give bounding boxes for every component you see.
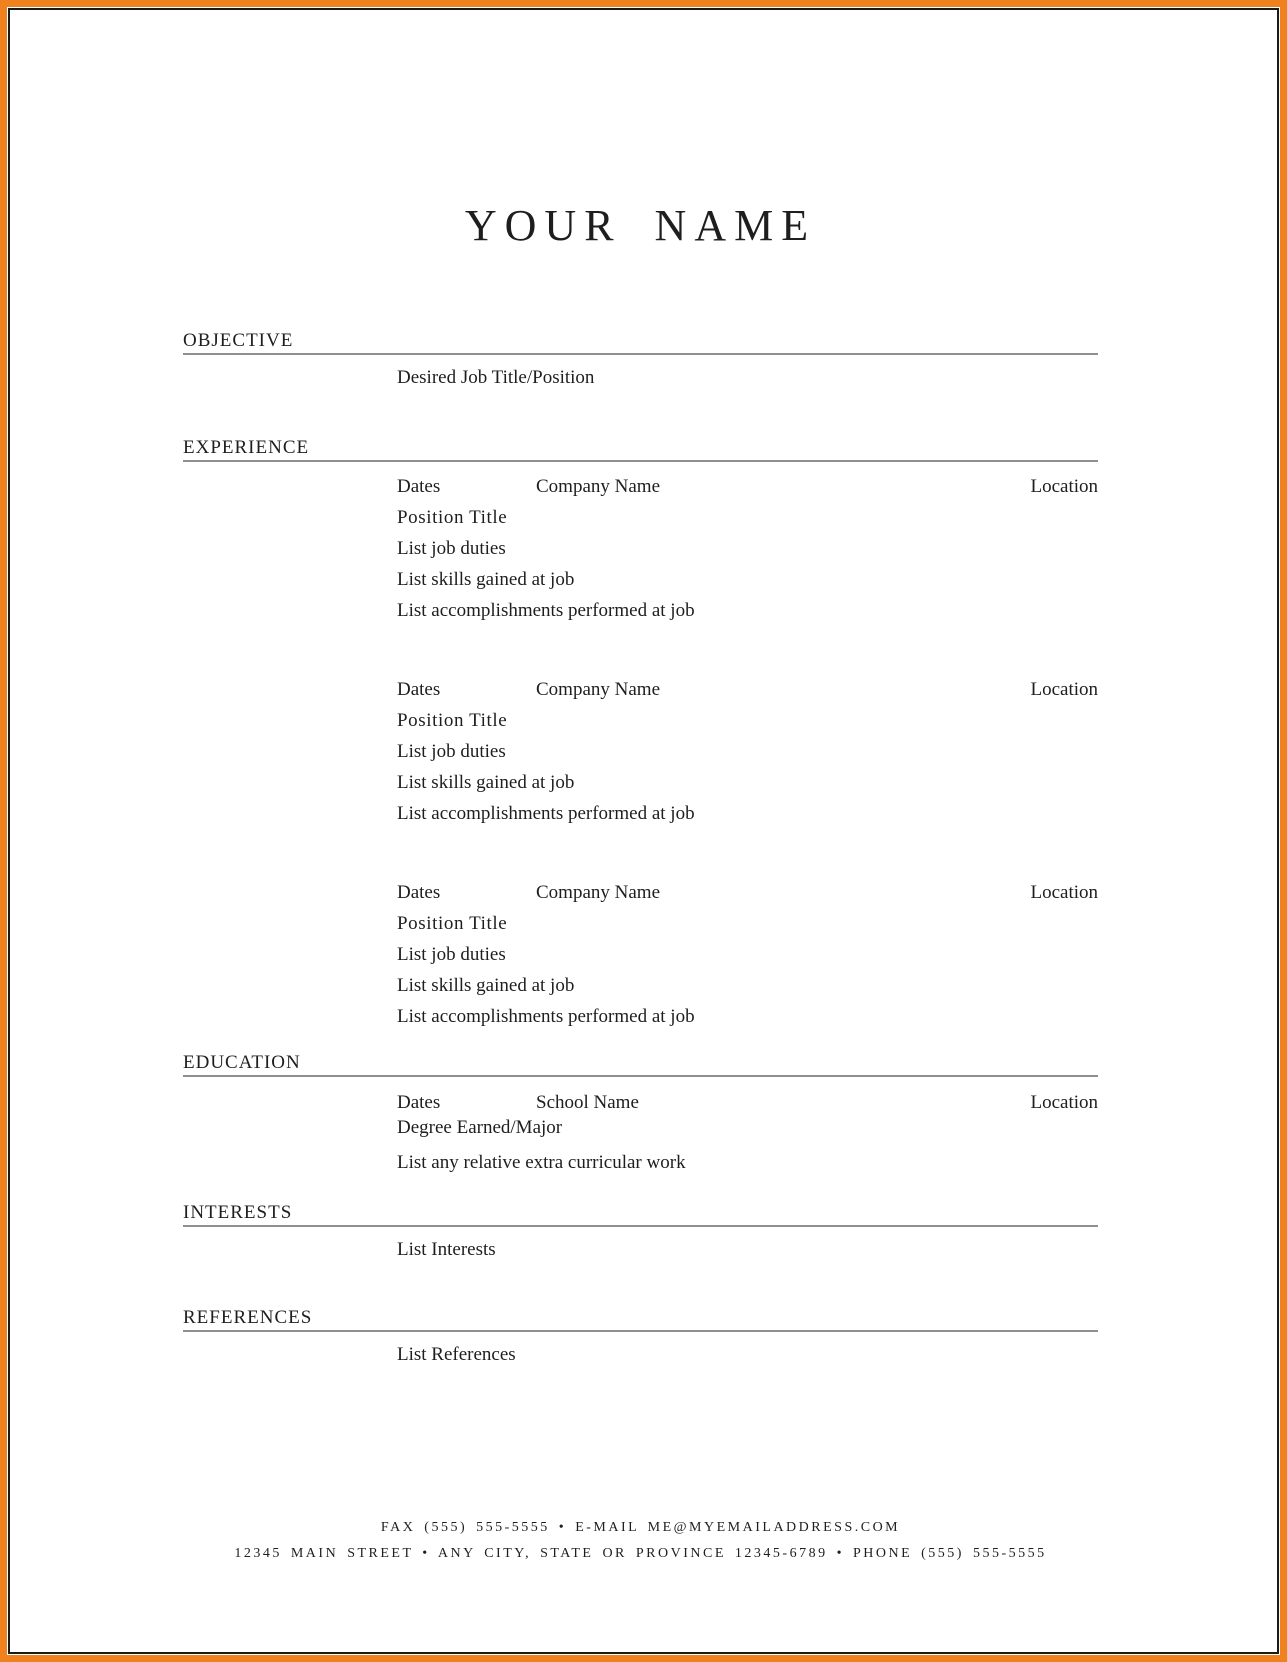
entry-dates: Dates xyxy=(397,679,441,700)
entry-header-row xyxy=(397,877,1098,908)
footer xyxy=(183,1515,1098,1567)
experience-entry xyxy=(397,877,1098,1032)
entry-company: Company Name xyxy=(536,476,661,497)
resume-body xyxy=(183,0,1098,1365)
section-rule xyxy=(183,1330,1098,1332)
references-text: List References xyxy=(397,1344,516,1365)
page-title: YOUR NAME xyxy=(464,201,817,250)
entry-company: Company Name xyxy=(536,679,661,700)
education-school: School Name xyxy=(536,1092,639,1113)
entry-header-row xyxy=(397,674,1098,705)
entry-dates: Dates xyxy=(397,882,441,903)
section-heading-education: EDUCATION xyxy=(183,1052,301,1073)
interests-text: List Interests xyxy=(397,1239,496,1260)
objective-text: Desired Job Title/Position xyxy=(397,367,595,388)
entry-duties: List job duties xyxy=(397,538,506,559)
experience-entry xyxy=(397,471,1098,626)
section-heading-interests: INTERESTS xyxy=(183,1202,293,1223)
entry-location: Location xyxy=(1030,679,1098,700)
entry-skills: List skills gained at job xyxy=(397,772,575,793)
education-degree: Degree Earned/Major xyxy=(397,1117,563,1138)
education-header-row xyxy=(397,1090,1098,1115)
section-rule xyxy=(183,1075,1098,1077)
experience-entry xyxy=(397,674,1098,829)
entry-accomplishments: List accomplishments performed at job xyxy=(397,803,695,824)
entry-accomplishments: List accomplishments performed at job xyxy=(397,600,695,621)
entry-skills: List skills gained at job xyxy=(397,569,575,590)
entry-header-row xyxy=(397,471,1098,502)
entry-position: Position Title xyxy=(397,710,508,731)
section-objective xyxy=(183,331,1098,388)
section-experience xyxy=(183,438,1098,1032)
education-location: Location xyxy=(1030,1092,1098,1113)
section-heading-objective: OBJECTIVE xyxy=(183,330,294,351)
footer-line-2: 12345 MAIN STREET • ANY CITY, STATE OR PROVINCE 12345-6789 • PHONE (555) 555-5555 xyxy=(234,1546,1047,1561)
education-extra: List any relative extra curricular work xyxy=(397,1152,686,1173)
section-rule xyxy=(183,460,1098,462)
section-education xyxy=(183,1053,1098,1175)
entry-position: Position Title xyxy=(397,507,508,528)
section-rule xyxy=(183,353,1098,355)
section-references xyxy=(183,1308,1098,1365)
entry-accomplishments: List accomplishments performed at job xyxy=(397,1006,695,1027)
entry-duties: List job duties xyxy=(397,741,506,762)
entry-dates: Dates xyxy=(397,476,441,497)
section-rule xyxy=(183,1225,1098,1227)
entry-location: Location xyxy=(1030,476,1098,497)
section-heading-experience: EXPERIENCE xyxy=(183,437,310,458)
entry-skills: List skills gained at job xyxy=(397,975,575,996)
section-interests xyxy=(183,1203,1098,1260)
section-heading-references: REFERENCES xyxy=(183,1307,313,1328)
entry-duties: List job duties xyxy=(397,944,506,965)
entry-location: Location xyxy=(1030,882,1098,903)
education-content xyxy=(397,1090,1098,1175)
entry-company: Company Name xyxy=(536,882,661,903)
footer-line-1: FAX (555) 555-5555 • E-MAIL ME@MYEMAILADDRESS.COM xyxy=(380,1520,901,1535)
education-dates: Dates xyxy=(397,1092,441,1113)
entry-position: Position Title xyxy=(397,913,508,934)
